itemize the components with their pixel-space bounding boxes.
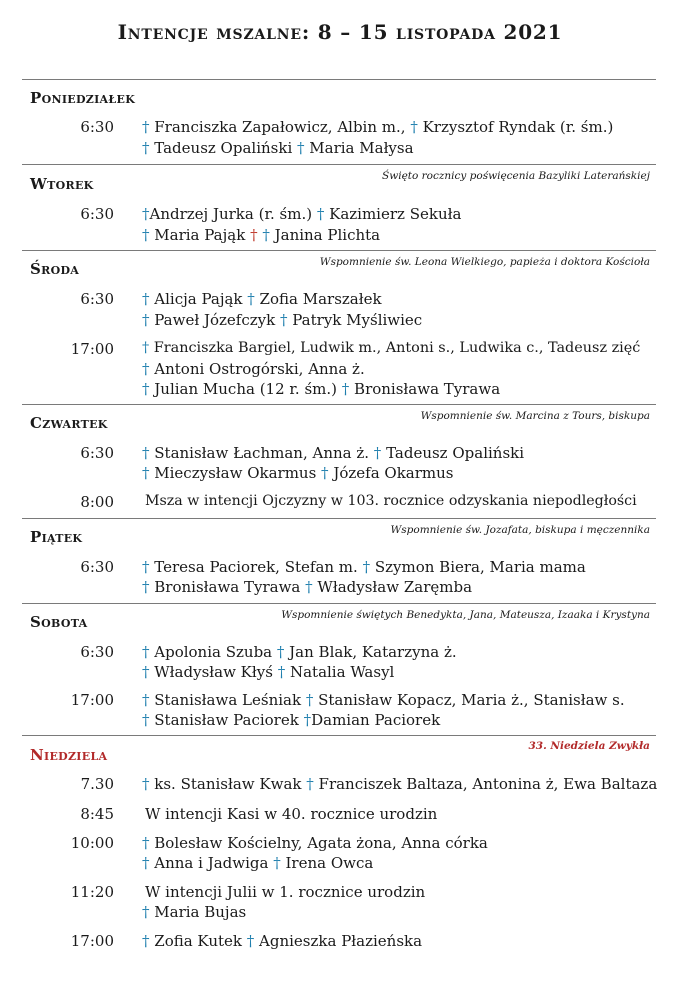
intention-line <box>142 691 625 709</box>
section-divider <box>22 735 656 736</box>
intention-line <box>142 464 453 482</box>
intention-line <box>142 311 422 329</box>
cross-icon: † <box>142 226 150 244</box>
cross-icon: † <box>142 444 150 462</box>
intention-text: Stanisława Leśniak <box>149 691 306 709</box>
cross-icon: † <box>142 380 150 398</box>
section-divider <box>22 404 656 405</box>
cross-icon: † <box>142 205 150 223</box>
intention-text: ks. Stanisław Kwak <box>149 775 307 793</box>
intention-text: Paweł Józefczyk <box>149 311 280 329</box>
intention-text: Maria Małysa <box>304 139 414 157</box>
intention-line <box>142 834 488 852</box>
intention-text: Józefa Okarmus <box>328 464 454 482</box>
intention-text: Apolonia Szuba <box>149 643 277 661</box>
section-divider <box>22 603 656 604</box>
intention-text: Władysław Kłyś <box>149 663 278 681</box>
intention-line <box>142 205 461 223</box>
cross-icon: † <box>341 380 350 398</box>
cross-icon: † <box>142 558 150 576</box>
intention-text: Msza w intencji Ojczyzny w 103. rocznice odzyskania niepodległości <box>145 493 637 509</box>
intention-line <box>142 643 457 661</box>
mass-time: 6:30 <box>80 290 114 308</box>
intention-text: Krzysztof Ryndak (r. śm.) <box>417 118 614 136</box>
cross-icon: † <box>142 340 150 356</box>
feast-note: Wspomnienie św. Leona Wielkiego, papieża i doktora Kościoła <box>319 256 650 268</box>
intention-text: W intencji Julii w 1. rocznice urodzin <box>145 883 426 901</box>
intention-text: Anna i Jadwiga <box>149 854 274 872</box>
day-heading: Czwartek <box>30 414 108 432</box>
mass-time: 6:30 <box>80 118 114 136</box>
cross-icon: † <box>142 711 150 729</box>
day-heading: Środa <box>30 260 80 278</box>
intention-text: Stanisław Paciorek <box>149 711 304 729</box>
mass-time: 6:30 <box>80 205 114 223</box>
intention-line <box>145 805 437 823</box>
intention-text: Tadeusz Opaliński <box>149 139 298 157</box>
intention-text: Zofia Marszałek <box>254 290 382 308</box>
intention-text: Tadeusz Opaliński <box>381 444 525 462</box>
intention-text: Irena Owca <box>280 854 374 872</box>
cross-icon: † <box>142 578 150 596</box>
cross-icon: † <box>316 205 325 223</box>
cross-icon: † <box>142 903 150 921</box>
intention-text: Franciszka Bargiel, Ludwik m., Antoni s., Ludwika c., Tadeusz zięć <box>149 340 641 356</box>
cross-icon: † <box>142 643 150 661</box>
day-heading: Niedziela <box>30 746 108 764</box>
intention-text: Andrzej Jurka (r. śm.) <box>149 205 317 223</box>
day-heading: Sobota <box>30 613 88 631</box>
section-divider <box>22 79 656 80</box>
cross-icon: † <box>297 139 305 157</box>
intention-line <box>142 578 472 596</box>
mass-time: 6:30 <box>80 444 114 462</box>
intention-line <box>142 139 414 157</box>
intention-text: Bronisława Tyrawa <box>149 578 306 596</box>
cross-icon: † <box>306 775 314 793</box>
cross-icon: † <box>373 444 382 462</box>
intention-text: Mieczysław Okarmus <box>149 464 322 482</box>
mass-time: 8:45 <box>80 805 114 823</box>
intention-text: Patryk Myśliwiec <box>287 311 423 329</box>
cross-icon: † <box>305 578 313 596</box>
intention-text: Antoni Ostrogórski, Anna ż. <box>149 360 365 378</box>
mass-time: 7.30 <box>80 775 114 793</box>
intention-line <box>142 558 586 576</box>
intention-text: Natalia Wasyl <box>285 663 395 681</box>
mass-time: 8:00 <box>80 493 114 511</box>
intention-line <box>142 340 640 356</box>
day-heading: Wtorek <box>30 175 94 193</box>
intention-line <box>142 360 365 378</box>
intention-line <box>142 932 422 950</box>
intention-line <box>145 493 637 509</box>
mass-time: 17:00 <box>70 932 114 950</box>
intention-text: Maria Pająk <box>149 226 251 244</box>
cross-icon: † <box>262 226 270 244</box>
cross-icon: † <box>277 663 286 681</box>
section-divider <box>22 164 656 165</box>
intention-line <box>142 226 380 244</box>
intention-line <box>145 883 425 901</box>
feast-note: Wspomnienie św. Jozafata, biskupa i męczennika <box>390 524 650 536</box>
intention-text: W intencji Kasi w 40. rocznice urodzin <box>145 805 438 823</box>
cross-icon: † <box>247 290 255 308</box>
intention-text: Agnieszka Płazieńska <box>254 932 423 950</box>
intention-text: Zofia Kutek <box>149 932 247 950</box>
intention-text: Szymon Biera, Maria mama <box>370 558 586 576</box>
mass-time: 11:20 <box>70 883 114 901</box>
intention-line <box>142 903 246 921</box>
intention-line <box>142 775 657 793</box>
cross-icon: † <box>142 932 150 950</box>
intention-line <box>142 711 440 729</box>
intention-line <box>142 854 373 872</box>
intention-text: Alicja Pająk <box>149 290 248 308</box>
day-heading: Poniedziałek <box>30 89 136 107</box>
intention-text: Władysław Zaręmba <box>312 578 473 596</box>
intention-text: Maria Bujas <box>149 903 247 921</box>
cross-icon: † <box>305 691 314 709</box>
page-title: Intencje mszalne: 8 – 15 listopada 2021 <box>117 20 563 44</box>
section-divider <box>22 518 656 519</box>
mass-time: 17:00 <box>70 691 114 709</box>
intention-text: Franciszek Baltaza, Antonina ż, Ewa Baltaza <box>313 775 658 793</box>
cross-icon: † <box>276 643 285 661</box>
cross-icon: † <box>142 464 150 482</box>
cross-icon: † <box>142 360 150 378</box>
intention-text: Stanisław Łachman, Anna ż. <box>149 444 374 462</box>
feast-note: Wspomnienie św. Marcina z Tours, biskupa <box>420 410 650 422</box>
cross-icon: † <box>142 775 150 793</box>
mass-time: 6:30 <box>80 558 114 576</box>
cross-icon: † <box>142 118 150 136</box>
cross-icon: † <box>142 691 150 709</box>
cross-icon: † <box>280 311 288 329</box>
cross-icon: † <box>246 932 255 950</box>
intention-line <box>142 444 524 462</box>
cross-icon: † <box>410 118 418 136</box>
intention-text: Bolesław Kościelny, Agata żona, Anna córka <box>149 834 488 852</box>
cross-icon: † <box>142 854 150 872</box>
section-divider <box>22 250 656 251</box>
cross-icon: † <box>142 663 150 681</box>
intention-line <box>142 663 394 681</box>
intention-text: Bronisława Tyrawa <box>349 380 501 398</box>
feast-note: Wspomnienie świętych Benedykta, Jana, Mateusza, Izaaka i Krystyna <box>281 609 650 621</box>
intention-text: Julian Mucha (12 r. śm.) <box>149 380 342 398</box>
feast-note: Święto rocznicy poświęcenia Bazyliki Laterańskiej <box>382 170 650 182</box>
intention-line <box>142 380 500 398</box>
cross-icon: † <box>250 226 258 244</box>
cross-icon: † <box>273 854 281 872</box>
intention-text: Stanisław Kopacz, Maria ż., Stanisław s. <box>313 691 625 709</box>
mass-time: 6:30 <box>80 643 114 661</box>
intention-line <box>142 118 613 136</box>
mass-time: 17:00 <box>70 340 114 358</box>
cross-icon: † <box>362 558 371 576</box>
intention-text: Janina Plichta <box>269 226 381 244</box>
mass-time: 10:00 <box>70 834 114 852</box>
intention-text: Kazimierz Sekuła <box>324 205 462 223</box>
cross-icon: † <box>142 290 150 308</box>
cross-icon: † <box>142 139 150 157</box>
intention-text: Damian Paciorek <box>311 711 441 729</box>
cross-icon: † <box>142 311 150 329</box>
intention-text: Teresa Paciorek, Stefan m. <box>149 558 363 576</box>
feast-note: 33. Niedziela Zwykła <box>528 740 650 752</box>
cross-icon: † <box>142 834 150 852</box>
intention-text: Jan Blak, Katarzyna ż. <box>284 643 457 661</box>
cross-icon: † <box>321 464 329 482</box>
cross-icon: † <box>303 711 312 729</box>
day-heading: Piątek <box>30 528 83 546</box>
intention-text: Franciszka Zapałowicz, Albin m., <box>149 118 411 136</box>
intention-line <box>142 290 382 308</box>
